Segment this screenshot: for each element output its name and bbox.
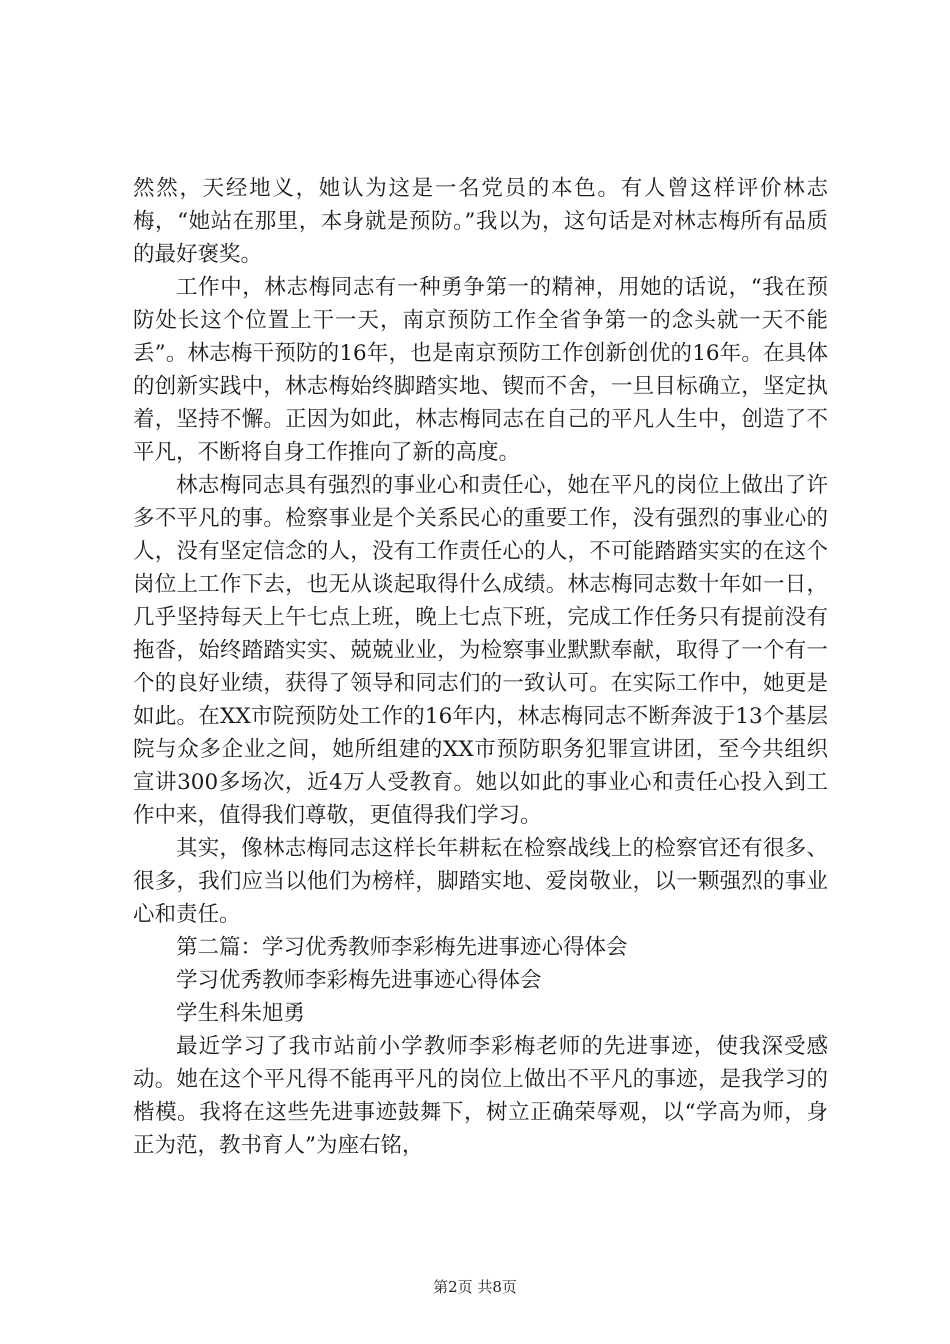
paragraph-2: 工作中，林志梅同志有一种勇争第一的精神，用她的话说，“我在预防处长这个位置上干一天，南京预防工作全省争第一的念头就一天不能丢”。林志梅干预防的16年，也是南京预防工作创新创优的16年。在具体的创新实践中，林志梅始终脚踏实地、锲而不舍，一旦目标确立，坚定执着，坚持不懈。正因为如此，林志梅同志在自己的平凡人生中，创造了不平凡，不断将自身工作推向了新的高度。 <box>133 275 828 465</box>
document-body <box>133 172 828 1162</box>
closing-paragraph: 最近学习了我市站前小学教师李彩梅老师的先进事迹，使我深受感动。她在这个平凡得不能再平凡的岗位上做出不平凡的事迹，是我学习的楷模。我将在这些先进事迹鼓舞下，树立正确荣辱观，以“学高为师，身正为范，教书育人”为座右铭， <box>133 1034 828 1158</box>
section-heading: 第二篇：学习优秀教师李彩梅先进事迹心得体会 <box>176 935 628 960</box>
paragraph-3: 林志梅同志具有强烈的事业心和责任心，她在平凡的岗位上做出了许多不平凡的事。检察事业是个关系民心的重要工作，没有强烈的事业心的人，没有坚定信念的人，没有工作责任心的人，不可能踏踏实实的在这个岗位上工作下去，也无从谈起取得什么成绩。林志梅同志数十年如一日，几乎坚持每天上午七点上班，晚上七点下班，完成工作任务只有提前没有拖沓，始终踏踏实实、兢兢业业，为检察事业默默奉献，取得了一个有一个的良好业绩，获得了领导和同志们的一致认可。在实际工作中，她更是如此。在XX市院预防处工作的16年内，林志梅同志不断奔波于13个基层院与众多企业之间，她所组建的XX市预防职务犯罪宣讲团，至今共组织宣讲300多场次，近4万人受教育。她以如此的事业心和责任心投入到工作中来，值得我们尊敬，更值得我们学习。 <box>133 473 828 828</box>
author-line: 学生科朱旭勇 <box>176 1001 306 1026</box>
paragraph-1: 然然，天经地义，她认为这是一名党员的本色。有人曾这样评价林志梅，“她站在那里，本身就是预防。”我以为，这句话是对林志梅所有品质的最好褒奖。 <box>133 176 828 267</box>
article-title: 学习优秀教师李彩梅先进事迹心得体会 <box>176 968 542 993</box>
page-indicator: 第2页 共8页 <box>433 1278 517 1296</box>
paragraph-4: 其实，像林志梅同志这样长年耕耘在检察战线上的检察官还有很多、很多，我们应当以他们为榜样，脚踏实地、爱岗敬业，以一颗强烈的事业心和责任。 <box>133 836 828 927</box>
page-footer <box>0 1276 950 1297</box>
